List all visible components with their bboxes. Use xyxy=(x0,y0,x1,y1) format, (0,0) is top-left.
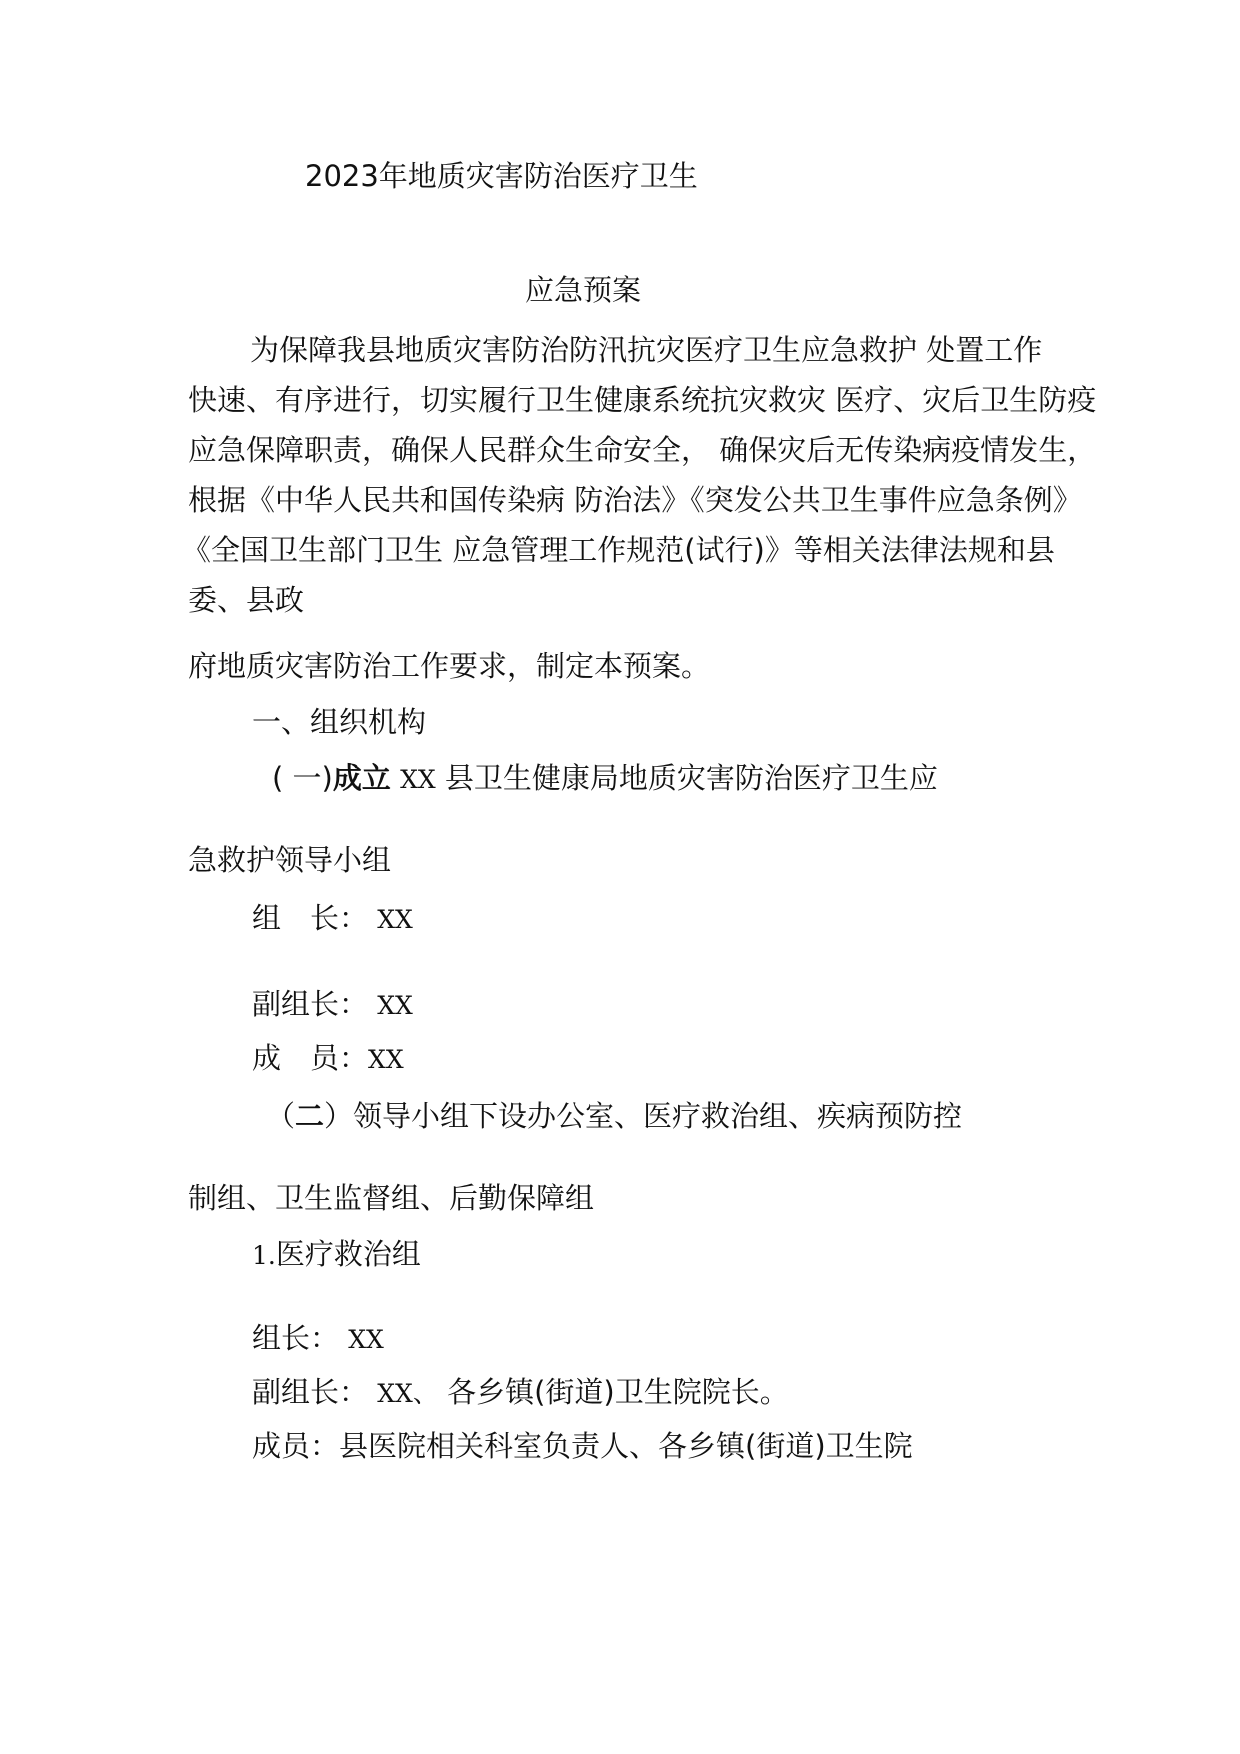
section-heading: 一、组织机构 xyxy=(252,705,427,739)
group-1-leader-line xyxy=(252,1320,384,1358)
member-line xyxy=(252,1040,404,1078)
subsection-1-code: XX xyxy=(400,765,436,794)
member-value: XX xyxy=(368,1045,404,1074)
subsection-2-rest: ）领导小组下设办公室、医疗救治组、疾病预防控 xyxy=(324,1099,963,1133)
subsection-2-line xyxy=(266,1098,962,1134)
subsection-2-bold: 二 xyxy=(295,1099,325,1133)
subsection-1-bold: 成立 xyxy=(332,761,391,795)
group-1-leader-label: 组长： xyxy=(252,1321,340,1355)
intro-line-6: 委、县政 xyxy=(188,583,305,617)
intro-line-2: 快速、有序进行，切实履行卫生健康系统抗灾救灾 医疗、灾后卫生防疫 xyxy=(188,383,1097,417)
group-1-deputy-label: 副组长： xyxy=(252,1375,369,1409)
subsection-1-line xyxy=(272,760,938,798)
subsection-2-cont: 制组、卫生监督组、后勤保障组 xyxy=(188,1181,595,1215)
group-1-number: 1. xyxy=(252,1241,276,1270)
leader-line xyxy=(252,900,413,938)
subsection-2-prefix: （ xyxy=(266,1099,296,1133)
title-line-2: 应急预案 xyxy=(525,273,642,307)
group-1-heading xyxy=(252,1236,421,1274)
group-1-member-line: 成员：县医院相关科室负责人、各乡镇(街道)卫生院 xyxy=(252,1429,913,1463)
member-label: 成 员： xyxy=(252,1041,369,1075)
leader-label: 组 长： xyxy=(252,901,369,935)
group-1-title: 医疗救治组 xyxy=(275,1237,421,1271)
intro-line-7: 府地质灾害防治工作要求，制定本预案。 xyxy=(188,649,711,683)
leader-value: XX xyxy=(377,905,413,934)
deputy-label: 副组长： xyxy=(252,987,369,1021)
intro-line-1: 为保障我县地质灾害防治防汛抗灾医疗卫生应急救护 处置工作 xyxy=(250,333,1043,367)
group-1-leader-value: XX xyxy=(348,1325,384,1354)
intro-line-3: 应急保障职责，确保人民群众生命安全， 确保灾后无传染病疫情发生， xyxy=(188,433,1097,467)
subsection-1-prefix: ( 一) xyxy=(272,761,333,795)
intro-line-4: 根据《中华人民共和国传染病 防治法》《突发公共卫生事件应急条例》 xyxy=(188,483,1082,517)
deputy-line xyxy=(252,986,413,1024)
title-line-1: 2023年地质灾害防治医疗卫生 xyxy=(305,159,698,193)
group-1-deputy-value: XX、 xyxy=(377,1379,438,1408)
group-1-deputy-rest: 各乡镇(街道)卫生院院长。 xyxy=(447,1375,789,1409)
deputy-value: XX xyxy=(377,991,413,1020)
group-1-deputy-line xyxy=(252,1374,789,1412)
intro-line-5: 《全国卫生部门卫生 应急管理工作规范(试行)》等相关法律法规和县 xyxy=(182,533,1055,567)
subsection-1-rest: 县卫生健康局地质灾害防治医疗卫生应 xyxy=(444,761,938,795)
subsection-1-cont: 急救护领导小组 xyxy=(188,843,392,877)
